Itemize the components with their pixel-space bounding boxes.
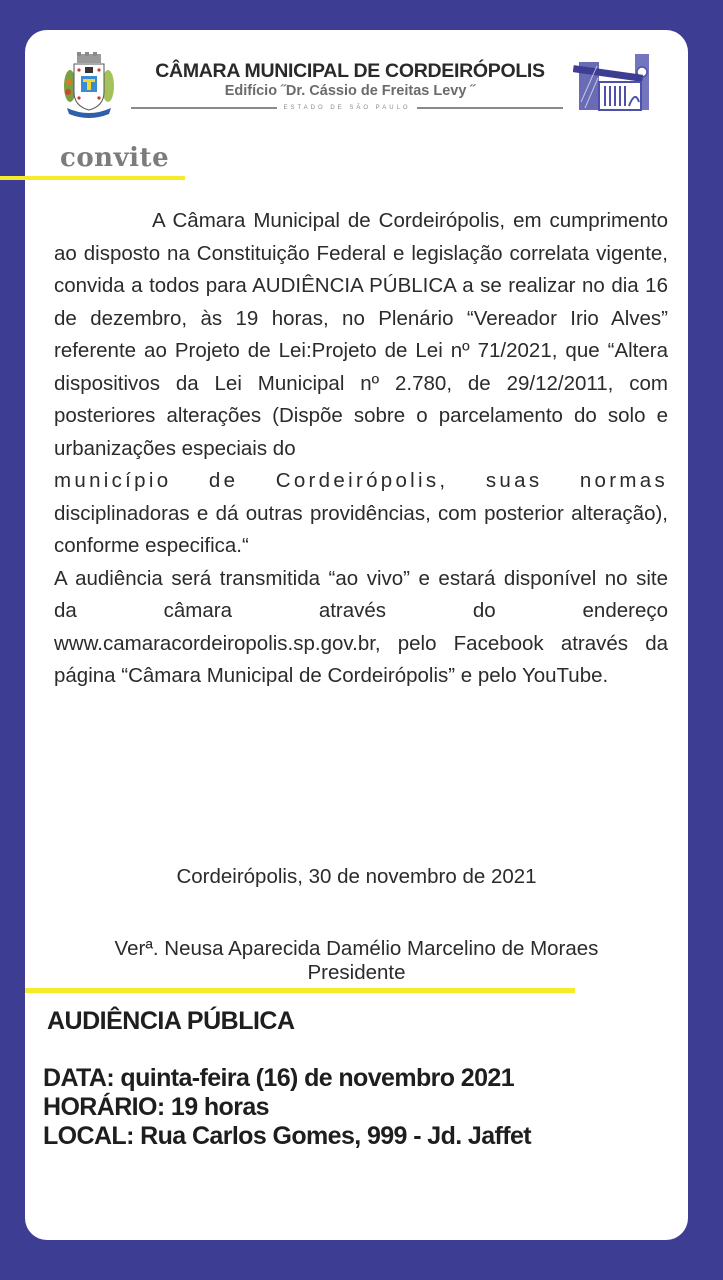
signer-name: Verª. Neusa Aparecida Damélio Marcelino de Moraes [114, 937, 599, 960]
institution-title: CÂMARA MUNICIPAL DE CORDEIRÓPOLIS [155, 60, 545, 82]
paragraph-text: A Câmara Municipal de Cordeirópolis, em cumprimento ao disposto na Constituição Federal e legislação correlata vigente, convida a todos para AUDIÊNCIA PÚBLICA a se realizar no dia 16 de dezembro, às 19 horas, no Plenário “Vereador Irio Alves” referente ao Projeto de Lei:Projeto de Lei nº 71/2021, que “Altera dispositivos da Lei Municipal nº 2.780, de 29/12/2011, com posteriores alterações (Dispõe sobre o parcelamento do solo e urbanizações especiais do [54, 209, 668, 460]
audiencia-details [43, 1064, 531, 1151]
broadcast-paragraph: A audiência será transmitida “ao vivo” e estará disponível no site da câmara através do endereço www.camaracordeiropolis.sp.gov.br, pelo Facebook através da página “Câmara Municipal de Cordeirópolis” e pelo YouTube. [54, 566, 668, 687]
signer-role: Presidente [307, 961, 406, 984]
invitation-card [25, 30, 688, 1240]
invitation-paragraph [54, 205, 668, 465]
building-name: Edifício ˝Dr. Cássio de Freitas Levy ˝ [224, 83, 476, 99]
coat-of-arms-icon [61, 52, 117, 120]
divider [417, 107, 563, 109]
place-and-date: Cordeirópolis, 30 de novembro de 2021 [176, 865, 537, 888]
audiencia-location: LOCAL: Rua Carlos Gomes, 999 - Jd. Jaffet [43, 1122, 532, 1150]
invitation-body [54, 205, 668, 693]
invitation-spaced-line: município de Cordeirópolis, suas normas [54, 469, 668, 492]
signature-block [25, 937, 688, 985]
audiencia-date: DATA: quinta-feira (16) de novembro 2021 [43, 1064, 514, 1092]
letterhead [25, 30, 688, 130]
divider [131, 107, 277, 109]
audiencia-title: AUDIÊNCIA PÚBLICA [47, 1007, 295, 1035]
building-icon [573, 52, 653, 114]
audiencia-time: HORÁRIO: 19 horas [43, 1093, 269, 1121]
invitation-paragraph-end: disciplinadoras e dá outras providências, com posterior alteração), conforme especifica.“ [54, 501, 668, 557]
accent-line-bottom [25, 988, 575, 993]
state-line [131, 103, 563, 113]
state-label: ESTADO DE SÃO PAULO [283, 105, 411, 111]
accent-line-top [0, 176, 185, 180]
section-heading: convite [60, 143, 170, 173]
